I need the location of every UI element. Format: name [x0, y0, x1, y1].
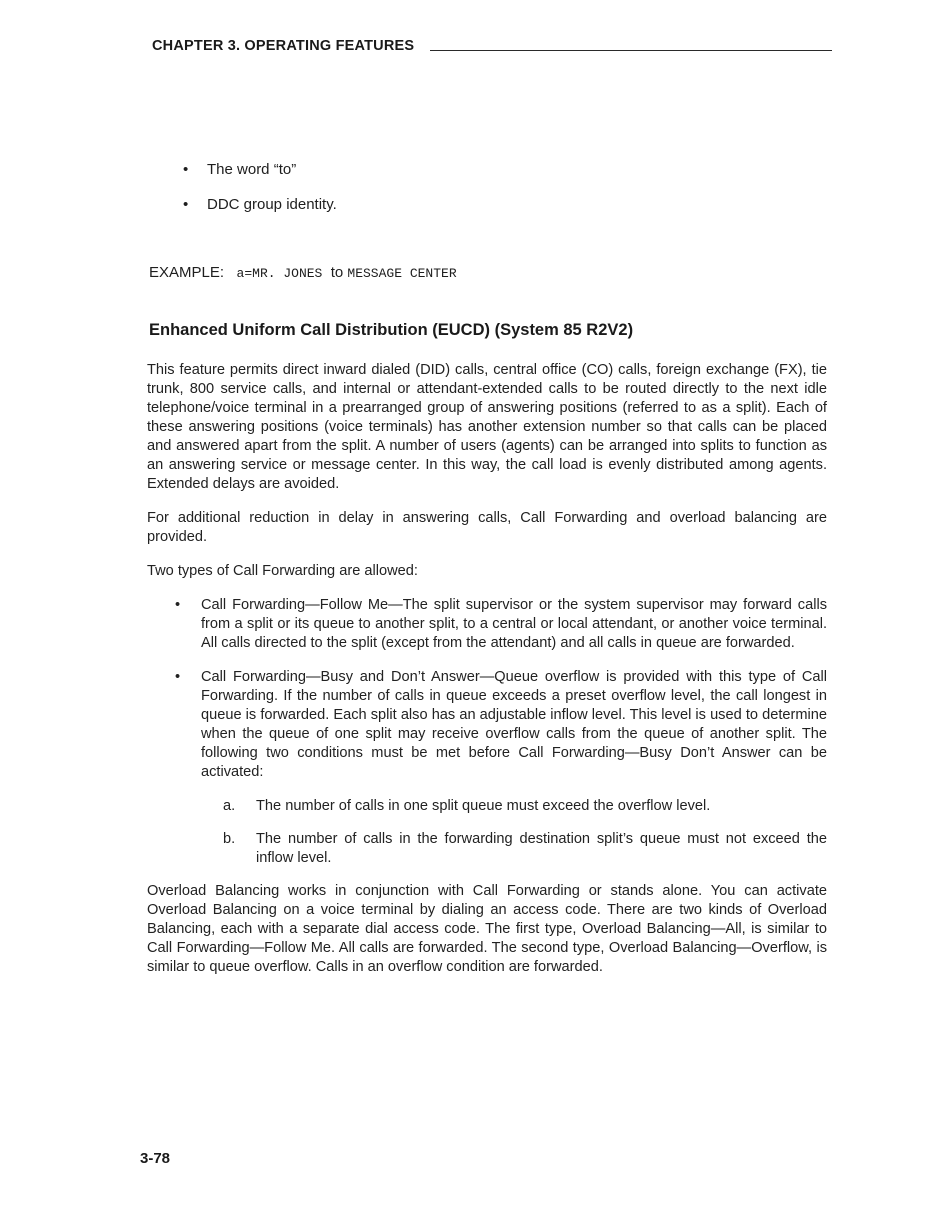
section-body	[147, 361, 827, 992]
list-item-text: DDC group identity.	[207, 196, 337, 213]
condition-list	[201, 797, 827, 868]
example-code-destination: MESSAGE CENTER	[347, 266, 457, 281]
page-number: 3-78	[140, 1150, 171, 1167]
example-code-name: a=MR. JONES	[236, 266, 323, 281]
list-item-text: The word “to”	[207, 161, 297, 178]
list-item	[183, 159, 823, 181]
condition-text: The number of calls in one split queue must exceed the overflow level.	[256, 798, 711, 814]
bullet-icon: •	[175, 669, 181, 685]
bullet-icon: •	[183, 161, 189, 178]
list-item-text: Call Forwarding—Follow Me—The split supervisor or the system supervisor may forward calls from a split or its queue to another split, to a central or local attendant, or another voice terminal. All calls directed to the split (except from the attendant) and all calls in queue are forwarded.	[201, 597, 827, 651]
bullet-icon: •	[175, 597, 181, 613]
bullet-icon: •	[183, 196, 189, 213]
example-word-to: to	[330, 264, 344, 281]
top-bullet-list	[183, 159, 823, 229]
condition-item	[201, 830, 827, 868]
example-label: EXAMPLE:	[149, 264, 225, 281]
condition-letter: b.	[223, 831, 236, 847]
example-line	[149, 264, 457, 281]
section-heading: Enhanced Uniform Call Distribution (EUCD) (System 85 R2V2)	[149, 321, 634, 339]
chapter-title: CHAPTER 3. OPERATING FEATURES	[152, 38, 415, 54]
paragraph: Overload Balancing works in conjunction with Call Forwarding or stands alone. You can activate Overload Balancing on a voice terminal by dialing an access code. There are two kinds of Overload Balancing, each with a separate dial access code. The first type, Overload Balancing—All, is similar to Call Forwarding—Follow Me. All calls are forwarded. The second type, Overload Balancing—Overflow, is similar to queue overflow. Calls in an overflow condition are forwarded.	[147, 883, 827, 975]
call-forwarding-list	[147, 596, 827, 868]
condition-text: The number of calls in the forwarding destination split’s queue must not exceed the inflow level.	[256, 831, 827, 866]
paragraph: For additional reduction in delay in answering calls, Call Forwarding and overload balancing are provided.	[147, 510, 827, 545]
list-item	[183, 194, 823, 216]
condition-item	[201, 797, 827, 816]
list-item-text: Call Forwarding—Busy and Don’t Answer—Queue overflow is provided with this type of Call Forwarding. If the number of calls in queue exceeds a preset overflow level, the call longest in queue is forwarded. Each split also has an adjustable inflow level. This level is used to determine when the queue of one split may receive overflow calls from the queue of another split. The following two conditions must be met before Call Forwarding—Busy Don’t Answer can be activated:	[201, 669, 827, 780]
paragraph: This feature permits direct inward dialed (DID) calls, central office (CO) calls, foreign exchange (FX), tie trunk, 800 service calls, and internal or attendant-extended calls to be routed directly to the next idle telephone/voice terminal in a prearranged group of answering positions (referred to as a split). Each of these answering positions (voice terminals) has another extension number so that calls can be placed and answered apart from the split. A number of users (agents) can be arranged into splits to function as an answering service or message center. In this way, the call load is evenly distributed among agents. Extended delays are avoided.	[147, 362, 827, 492]
list-item	[147, 668, 827, 868]
header-rule	[430, 50, 832, 51]
list-item	[147, 596, 827, 653]
condition-letter: a.	[223, 798, 236, 814]
page-header	[152, 38, 832, 54]
paragraph: Two types of Call Forwarding are allowed:	[147, 563, 418, 579]
